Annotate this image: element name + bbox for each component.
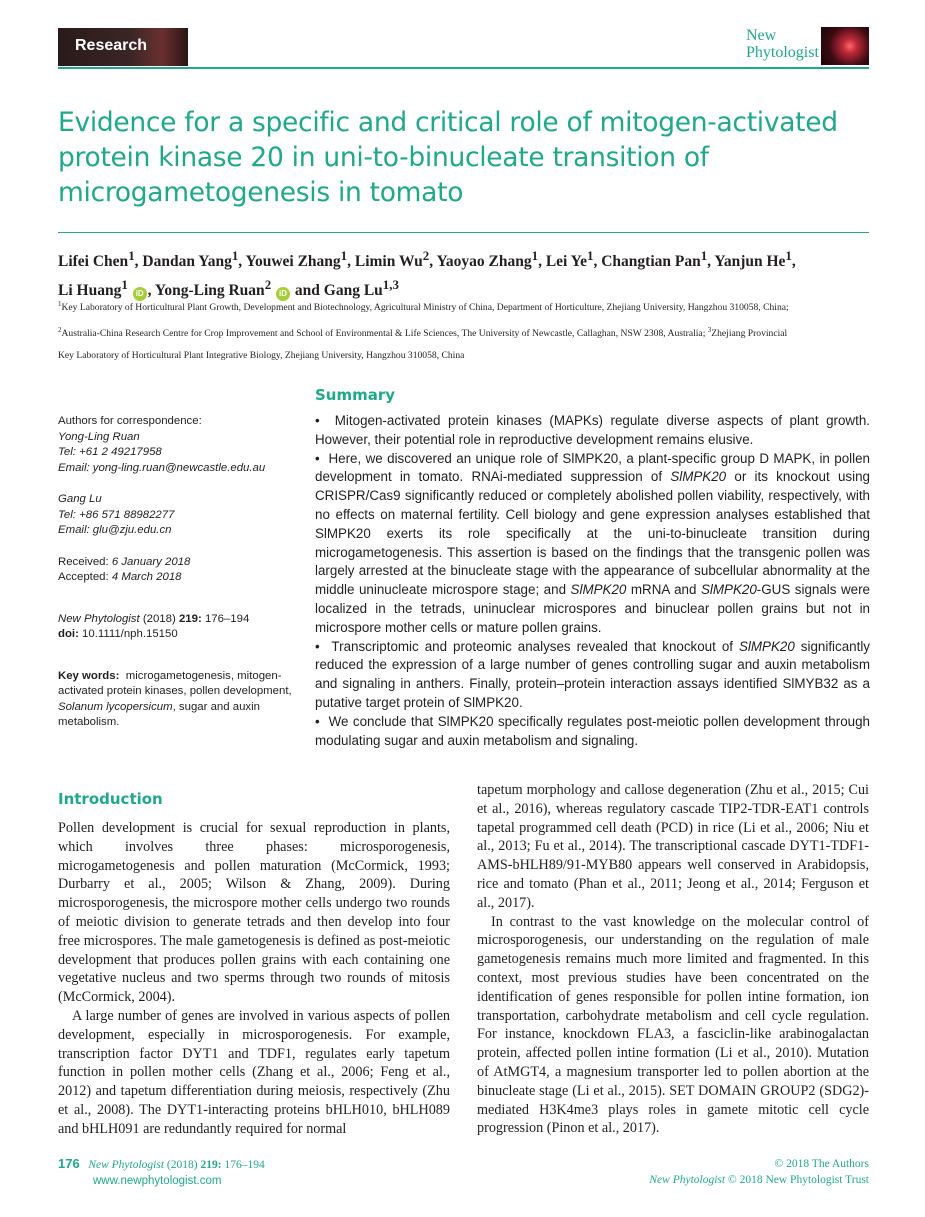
summary-bullet: • Mitogen-activated protein kinases (MAPKs) regulate diverse aspects of plant growth. However, their potential role in reproductive development remains elusive. bbox=[315, 413, 870, 447]
summary-bullet: • Transcriptomic and proteomic analyses revealed that knockout of SlMPK20 significantly reduced the expression of a large number of genes controlling sugar and auxin metabolism and signaling in anthers. Finally, protein–protein interaction assays identified SlMYB32 as a putative target protein of SlMPK20. bbox=[315, 638, 870, 710]
author[interactable]: Gang Lu bbox=[323, 282, 383, 300]
body-column-right bbox=[477, 781, 869, 1138]
author-sup: 1 bbox=[785, 248, 792, 263]
paragraph: A large number of genes are involved in various aspects of pollen development, especially in microsporogenesis. For example, transcription factor DYT1 and TDF1, regulates early tapetum function in pollen mother cells (Zhang et al., 2006; Feng et al., 2012) and tapetum differentiation during meiosis, respectively (Zhu et al., 2008). The DYT1-interacting proteins bHLH010, bHLH089 and bHLH091 are redundantly required for normal bbox=[58, 1007, 450, 1137]
author-sup: 2 bbox=[264, 277, 272, 293]
author[interactable]: Youwei Zhang bbox=[245, 253, 341, 271]
affiliation-sup: 2 bbox=[58, 326, 62, 335]
correspondence-tel: Tel: +61 2 49217958 bbox=[58, 446, 162, 458]
body-column-left bbox=[58, 819, 450, 1139]
author-sup: 1,3 bbox=[382, 277, 399, 293]
correspondence-email[interactable]: Email: glu@zju.edu.cn bbox=[58, 524, 172, 536]
correspondence-email[interactable]: Email: yong-ling.ruan@newcastle.edu.au bbox=[58, 461, 266, 474]
section-label: Research bbox=[75, 37, 148, 54]
author-sup: 1 bbox=[231, 248, 239, 263]
author[interactable]: Limin Wu bbox=[354, 253, 423, 271]
correspondence-name: Yong-Ling Ruan bbox=[58, 430, 140, 443]
article-meta bbox=[58, 414, 298, 731]
journal-url-link[interactable]: www.newphytologist.com bbox=[93, 1175, 222, 1187]
keywords: Key words: microgametogenesis, mitogen-activated protein kinases, pollen development, Solanum lycopersicum, sugar and auxin metabolism. bbox=[58, 669, 292, 728]
author-sup: 1 bbox=[700, 248, 708, 263]
affiliation-text: Zhejiang Provincial bbox=[711, 328, 788, 340]
correspondence-label: Authors for correspondence: bbox=[58, 415, 202, 427]
affiliation-text: Australia-China Research Centre for Crop Improvement and School of Environmental & Life Sciences, The University of Newcastle, Callaghan, NSW 2308, Australia; bbox=[61, 328, 706, 340]
paragraph: In contrast to the vast knowledge on the molecular control of microsporogenesis, our understanding on the regulation of male gametogenesis remains much more limited and fragmented. In this context, most previous studies have been concentrated on the identification of genes responsible for pollen intine formation, ion transportation, carbohydrate metabolism and cell cycle regulation. For instance, knockdown FLA3, a fasciclin-like arabinogalactan protein, affected pollen intine formation (Li et al., 2010). Mutation of AtMGT4, a magnesium transporter led to pollen abortion at the binucleate stage (Li et al., 2015). SET DOMAIN GROUP2 (SDG2)-mediated H3K4me3 plays roles in gamete mitotic cell cycle progression (Pinon et al., 2017). bbox=[477, 913, 869, 1137]
author-sup: 2 bbox=[422, 248, 430, 263]
journal-logo-icon bbox=[821, 27, 869, 65]
author-sup: 1 bbox=[121, 277, 128, 293]
article-title: Evidence for a specific and critical role of mitogen-activated protein kinase 20 in uni-to-binucleate transition of microgametogenesis in tomato bbox=[58, 107, 838, 208]
journal-name-line1: New bbox=[746, 27, 777, 44]
doi[interactable]: doi: 10.1111/nph.15150 bbox=[58, 628, 178, 640]
correspondence-name: Gang Lu bbox=[58, 493, 102, 505]
affiliations bbox=[58, 293, 888, 367]
summary-heading: Summary bbox=[315, 386, 396, 404]
summary-body bbox=[315, 412, 870, 750]
author-line-2: Li Huang$^1$ iD , Yong-Ling Ruan$^2$ iD and Gang Lu$^{1,3}$ bbox=[58, 277, 399, 300]
summary-bullet: • Here, we discovered an unique role of SlMPK20, a plant-specific group D MAPK, in pollen development in tomato. RNAi-mediated suppression of SlMPK20 or its knockout using CRISPR/Cas9 significantly reduced or completely abolished pollen viability, respectively, with no effects on maternal fertility. Cell biology and gene expression analyses established that SlMPK20 exerts its role specifically at the uni-to-binucleate transition during microgametogenesis. This assertion is based on the findings that the transgenic pollen was largely arrested at the binucleate stage with the appearance of subcellular abnormality at the middle uninucleate microspore stage; and SlMPK20 mRNA and SlMPK20-GUS signals were localized in the tetrads, uninuclear microspores and binuclear pollen grains but not in microspore mother cells or mature pollen grains. bbox=[315, 450, 870, 635]
author[interactable]: Yong-Ling Ruan bbox=[154, 282, 265, 300]
footer-citation: 176 New Phytologist (2018) 219: 176–194 bbox=[58, 1156, 265, 1171]
page-number: 176 bbox=[58, 1156, 80, 1171]
received-date: Received: 6 January 2018 bbox=[58, 555, 191, 568]
introduction-heading: Introduction bbox=[58, 790, 163, 808]
journal-name bbox=[746, 27, 819, 61]
author-sup: 1 bbox=[531, 248, 539, 263]
footer-left bbox=[58, 1156, 265, 1189]
copyright-authors: © 2018 The Authors bbox=[774, 1158, 869, 1170]
header-divider bbox=[58, 67, 869, 69]
affiliation-sup: 1 bbox=[58, 300, 62, 308]
title-divider bbox=[58, 232, 869, 233]
author[interactable]: Yanjun He bbox=[714, 253, 786, 271]
summary-bullet: • We conclude that SlMPK20 specifically regulates post-meiotic pollen development through modulating sugar and auxin metabolism and signaling. bbox=[315, 713, 870, 748]
section-banner bbox=[58, 28, 188, 66]
affiliation-1 bbox=[58, 293, 888, 319]
footer-right bbox=[649, 1156, 869, 1188]
journal-name-line2: Phytologist bbox=[746, 44, 819, 61]
copyright-trust: New Phytologist © 2018 New Phytologist Trust bbox=[649, 1174, 869, 1186]
author[interactable]: Changtian Pan bbox=[601, 253, 701, 271]
author[interactable]: Lei Ye bbox=[545, 253, 588, 271]
author-joiner: and bbox=[294, 282, 320, 300]
author-line-1: Lifei Chen$^1$, Dandan Yang$^1$, Youwei Zhang$^1$, Limin Wu$^2$, Yaoyao Zhang$^1$, Lei Ye$^1$, Changtian Pan$^1$, Yanjun He$^1$, bbox=[58, 248, 796, 271]
citation: New Phytologist (2018) 219: 176–194 bbox=[58, 612, 250, 625]
affiliation-3: Key Laboratory of Horticultural Plant Integrative Biology, Zhejiang University, Hangzhou 310058, China bbox=[58, 350, 465, 362]
affiliation-sup: 3 bbox=[707, 326, 712, 335]
author[interactable]: Dandan Yang bbox=[142, 253, 232, 271]
orcid-icon[interactable]: iD bbox=[133, 287, 147, 301]
author[interactable]: Li Huang bbox=[58, 282, 122, 300]
orcid-icon[interactable]: iD bbox=[276, 287, 290, 301]
paragraph: Pollen development is crucial for sexual reproduction in plants, which involves three phases: microsporogenesis, microgametogenesis and pollen maturation (McCormick, 1993; Durbarry et al., 2005; Wilson & Zhang, 2009). During microsporogenesis, the microspore mother cells undergo two rounds of meiotic division to generate tetrads and then develop into four free microspores. The male gametogenesis is defined as post-meiotic development that produces pollen grains with each containing one vegetative nucleus and two sperms through two rounds of mitosis (McCormick, 2004). bbox=[58, 820, 450, 1006]
author[interactable]: Yaoyao Zhang bbox=[436, 253, 532, 271]
accepted-date: Accepted: 4 March 2018 bbox=[58, 571, 182, 583]
affiliation-text: Key Laboratory of Horticultural Plant Growth, Development and Biotechnology, Agricultural Ministry of China, Department of Horticulture, Zhejiang University, Hangzhou 310058, China; bbox=[61, 302, 789, 314]
paragraph: tapetum morphology and callose degeneration (Zhu et al., 2015; Cui et al., 2016), whereas regulatory cascade TIP2-TDR-EAT1 controls tapetal programmed cell death (PCD) in rice (Li et al., 2006; Niu et al., 2013; Fu et al., 2014). The transcriptional cascade DYT1-TDF1-AMS-bHLH89/91-MYB80 appears well conserved in Arabidopsis, rice and tomato (Phan et al., 2011; Jeong et al., 2014; Ferguson et al., 2017). bbox=[477, 782, 869, 911]
author-sup: 1 bbox=[340, 248, 348, 263]
affiliation-2 bbox=[58, 319, 888, 345]
correspondence-tel: Tel: +86 571 88982277 bbox=[58, 508, 175, 521]
author-sup: 1 bbox=[128, 248, 135, 263]
author[interactable]: Lifei Chen bbox=[58, 253, 129, 271]
author-sup: 1 bbox=[587, 248, 594, 263]
